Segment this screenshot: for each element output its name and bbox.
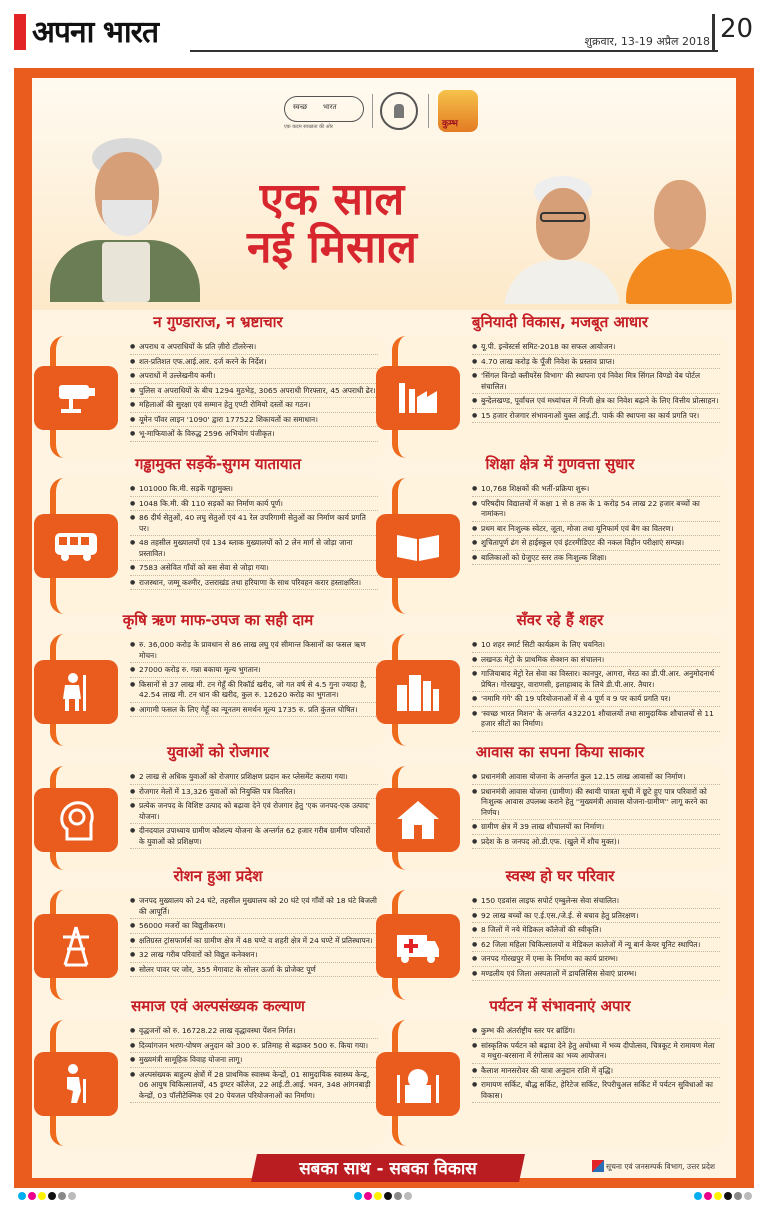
section-panel [50, 634, 386, 746]
up-government-emblem [380, 92, 418, 130]
list-item: ● क्षतिग्रस्त ट्रांसफार्मर्स का ग्रामीण क्षेत्र में 48 घण्टे व शहरी क्षेत्र में 24 घण्टे में प्रतिस्थापन। [130, 936, 378, 949]
section-bullet-list [130, 1026, 378, 1105]
section-block [392, 742, 728, 870]
section-panel [392, 634, 728, 746]
section-title: रोशन हुआ प्रदेश [173, 867, 263, 885]
list-item: ● यूमेन पॉवर लाइन '1090' द्वारा 177522 शिकायतों का समाधान। [130, 415, 378, 428]
department-logo-icon [592, 1160, 604, 1172]
headline-line-1: एक साल [259, 174, 405, 225]
section-title: शिक्षा क्षेत्र में गुणवत्ता सुधार [485, 455, 635, 473]
list-item: ● 101000 कि.मी. सड़कें गड्ढामुक्त। [130, 484, 378, 497]
power-tower-icon [34, 914, 118, 978]
section-bullet-list [472, 772, 720, 851]
slogan-text: सबका साथ - सबका विकास [299, 1159, 477, 1179]
section-title: बुनियादी विकास, मजबूत आधार [471, 313, 649, 331]
section-panel [50, 478, 386, 614]
section-block [50, 996, 386, 1146]
list-item: ● प्रथम बार निःशुल्क स्वेटर, जूता, मोजा तथा यूनिफार्म एवं बैग का वितरण। [472, 524, 720, 537]
section-panel [50, 766, 386, 870]
list-item: ● सोलर पावर पर जोर, 355 मेगावाट के सोलर ऊर्जा के प्रोजेक्ट पूर्ण [130, 965, 378, 978]
section-title: युवाओं को रोजगार [167, 743, 269, 761]
list-item: ● 15 हजार रोजगार संभावनाओं युक्त आई.टी. पार्क की स्थापना का कार्य प्रगति पर। [472, 411, 720, 424]
section-bullet-list [472, 342, 720, 425]
list-item: ● 56000 मजरों का विद्युतीकरण। [130, 921, 378, 934]
section-title: न गुण्डाराज, न भ्रष्टाचार [153, 313, 283, 331]
swachh-logo-word-left: स्वच्छ [293, 103, 308, 111]
factory-icon [376, 366, 460, 430]
section-title: पर्यटन में संभावनाएं अपार [489, 997, 631, 1015]
color-registration-marks [694, 1192, 752, 1200]
list-item: ● मण्डलीय एवं जिला अस्पतालों में डायलिसिस सेवाएं प्रारम्भ। [472, 969, 720, 982]
list-item: ● रामायण सर्किट, बौद्ध सर्किट, हेरिटेज सर्किट, रिपरीचुअल सर्किट में पर्यटन सुविधाओं का विकास। [472, 1080, 720, 1103]
list-item: ● 7583 असेवित गाँवों को बस सेवा से जोड़ा गया। [130, 563, 378, 576]
section-title: सँवर रहे हैं शहर [516, 611, 604, 629]
list-item: ● 'सिंगल विन्डो क्लीयरेंस विभाग' की स्थापना एवं निवेश मित्र सिंगल विण्डो वेब पोर्टल संचालित। [472, 371, 720, 394]
section-block [50, 312, 386, 458]
list-item: ● पुलिस व अपराधियों के बीच 1294 मुठभेड़, 3065 अपराधी गिरफ्तार, 45 अपराधी ढेर। [130, 386, 378, 399]
swachh-logo-caption: एक कदम स्वच्छता की ओर [284, 124, 333, 130]
list-item: ● प्रत्येक जनपद के विशिष्ट उत्पाद को बढ़ावा देने एवं रोजगार हेतु 'एक जनपद-एक उत्पाद' योजना। [130, 801, 378, 824]
list-item: ● प्रधानमंत्री आवास योजना (ग्रामीण) की स्थायी पात्रता सूची में छूटे हुए पात्र परिवारों को निःशुल्क आवास उपलब्ध कराने हेतु ''मुख्यमंत्री आवास योजना-ग्रामीण'' लागू करने का निर्णय। [472, 787, 720, 821]
masthead [0, 0, 768, 58]
portrait-prime-minister [40, 130, 210, 302]
portrait-chief-minister [624, 164, 734, 304]
list-item: ● दीनदयाल उपाध्याय ग्रामीण कौशल्य योजना के अन्तर्गत 62 हजार गरीब ग्रामीण परिवारों के युवाओं को प्रशिक्षण। [130, 826, 378, 849]
section-bullet-list [130, 772, 378, 851]
list-item: ● 62 जिला महिला चिकित्सालयों व मेडिकल कालेजों में न्यू बार्न केयर यूनिट स्थापित। [472, 940, 720, 953]
section-panel [392, 336, 728, 458]
swachh-logo-word-right: भारत [323, 103, 337, 111]
list-item: ● राजस्थान, जम्मू कश्मीर, उत्तराखंड तथा हरियाणा के साथ परिवहन करार हस्ताक्षरित। [130, 578, 378, 591]
section-block [50, 742, 386, 870]
portrait-governor [500, 170, 624, 304]
taj-mahal-icon [376, 1052, 460, 1116]
section-title: गड्ढामुक्त सड़कें-सुगम यातायात [134, 455, 302, 473]
list-item: ● 10,768 शिक्षकों की भर्ती-प्रक्रिया शुरू। [472, 484, 720, 497]
advertisement-poster [14, 68, 754, 1188]
poster-content [32, 78, 736, 1178]
list-item: ● भू-माफियाओं के विरुद्ध 2596 अभियोग पंजीकृत। [130, 429, 378, 442]
list-item: ● लखनऊ मेट्रो के प्राथमिक सेक्शन का संचालन। [472, 655, 720, 668]
headline-line-2: नई मिसाल [246, 222, 418, 273]
list-item: ● 150 एडवांस लाइफ सपोर्ट एम्बुलेन्स सेवा संचालित। [472, 896, 720, 909]
section-title: स्वस्थ हो घर परिवार [505, 867, 615, 885]
list-item: ● किसानों से 37 लाख मी. टन गेहूँ की रिकॉर्ड खरीद, जो गत वर्ष से 4.5 गुना ज्यादा है, 42.54 लाख मी. टन धान की खरीद, कुल रु. 12620 करोड़ का भुगतान। [130, 680, 378, 703]
list-item: ● 48 तहसील मुख्यालयों एवं 134 ब्लाक मुख्यालयों को 2 लेन मार्ग से जोड़ा जाना प्रस्तावित। [130, 538, 378, 561]
masthead-rule [190, 50, 718, 52]
list-item: ● यू.पी. इन्वेस्टर्स समिट-2018 का सफल आयोजन। [472, 342, 720, 355]
list-item: ● ग्रामीण क्षेत्र में 39 लाख शौचालयों का निर्माण। [472, 822, 720, 835]
list-item: ● 1048 कि.मी. की 110 सड़कों का निर्माण कार्य पूर्ण। [130, 499, 378, 512]
list-item: ● आगामी फसल के लिए गेहूँ का न्यूनतम समर्थन मूल्य 1735 रु. प्रति कुंतल घोषित। [130, 705, 378, 718]
list-item: ● 4.70 लाख करोड़ के पूँजी निवेश के प्रस्ताव प्राप्त। [472, 357, 720, 370]
page-number: 20 [720, 14, 754, 44]
open-book-icon [376, 514, 460, 578]
color-registration-marks [18, 1192, 76, 1200]
section-bullet-list [130, 484, 378, 592]
list-item: ● कुम्भ की अंतर्राष्ट्रीय स्तर पर ब्रांडिंग। [472, 1026, 720, 1039]
list-item: ● महिलाओं की सुरक्षा एवं सम्मान हेतु एण्टी रोमियो दस्तों का गठन। [130, 400, 378, 413]
list-item: ● दिव्यांगजन भरण-पोषण अनुदान को 300 रु. प्रतिमाह से बढ़ाकर 500 रु. किया गया। [130, 1041, 378, 1054]
head-gears-icon [34, 788, 118, 852]
section-panel [50, 890, 386, 1000]
house-icon [376, 788, 460, 852]
elderly-person-icon [34, 1052, 118, 1116]
section-block [392, 312, 728, 458]
farmer-icon [34, 660, 118, 724]
issue-date: शुक्रवार, 13-19 अप्रैल 2018 [584, 35, 710, 48]
section-title: कृषि ऋण माफ-उपज का सही दाम [122, 611, 314, 629]
section-block [392, 454, 728, 614]
list-item: ● अपराध व अपराधियों के प्रति ज़ीरो टॉलरेन्स। [130, 342, 378, 355]
bus-icon [34, 514, 118, 578]
ambulance-icon [376, 914, 460, 978]
city-icon [376, 660, 460, 724]
newspaper-name: अपना भारत [32, 15, 159, 50]
list-item: ● 'स्वच्छ भारत मिशन' के अन्तर्गत 432201 शौचालयों तथा सामुदायिक शौचालयों से 11 हजार सीटों का निर्माण। [472, 709, 720, 732]
section-title: आवास का सपना किया साकार [475, 743, 645, 761]
section-bullet-list [472, 1026, 720, 1105]
poster-headline [212, 176, 452, 272]
list-item: ● 27000 करोड़ रु. गन्ना बकाया मूल्य भुगतान। [130, 665, 378, 678]
list-item: ● शत-प्रतिशत एफ.आई.आर. दर्ज करने के निर्देश। [130, 357, 378, 370]
list-item: ● सांस्कृतिक पर्यटन को बढ़ावा देने हेतु अयोध्या में भव्य दीपोत्सव, चित्रकूट मे रामायण मेला व मथुरा-बरसाना में रंगोत्सव का भव्य आयोजन। [472, 1041, 720, 1064]
logo-strip [284, 90, 494, 134]
section-block [392, 610, 728, 746]
section-panel [50, 336, 386, 458]
list-item: ● शुचितापूर्ण ढंग से हाईस्कूल एवं इंटरमीडिएट की नकल विहीन परीक्षाएं सम्पन्न। [472, 538, 720, 551]
section-bullet-list [130, 640, 378, 719]
section-bullet-list [472, 640, 720, 734]
list-item: ● रु. 36,000 करोड़ के प्रावधान से 86 लाख लघु एवं सीमान्त किसानों का फसल ऋण मोचन। [130, 640, 378, 663]
section-block [50, 866, 386, 1000]
list-item: ● परिषदीय विद्यालयों में कक्षा 1 से 8 तक के 1 करोड़ 54 लाख 22 हजार बच्चों का नामांकन। [472, 499, 720, 522]
list-item: ● जनपद गोरखपुर में एम्स के निर्माण का कार्य प्रारम्भ। [472, 954, 720, 967]
list-item: ● बालिकाओं को ग्रेजुएट स्तर तक निःशुल्क शिक्षा। [472, 553, 720, 566]
cctv-camera-icon [34, 366, 118, 430]
list-item: ● 2 लाख से अधिक युवाओं को रोजगार प्रशिक्षण प्रदान कर प्लेसमेंट कराया गया। [130, 772, 378, 785]
list-item: ● बुन्देलखण्ड, पूर्वांचल एवं मध्यांचल में निजी क्षेत्र का निवेश बढ़ाने के लिए वित्तीय प्रोत्साहन। [472, 396, 720, 409]
list-item: ● गाजियाबाद मेट्रो रेल सेवा का विस्तार। कानपुर, आगरा, मेरठ का डी.पी.आर. अनुमोदनार्थ प्रेषित। गोरखपुर, वाराणसी, इलाहाबाद के लिये डी.पी.आर. तैयार। [472, 669, 720, 692]
section-panel [392, 890, 728, 1000]
section-block [50, 454, 386, 614]
section-bullet-list [130, 896, 378, 979]
logo-divider [428, 94, 429, 128]
color-registration-marks [354, 1192, 412, 1200]
list-item: ● अल्पसंख्यक बाहुल्य क्षेत्रों में 28 प्राथमिक स्वास्थ्य केन्द्रों, 01 सामुदायिक स्वास्थ्य केन्द्र, 06 आयुष चिकित्सालयों, 45 इण्टर कॉलेज, 22 आई.टी.आई. भवन, 348 आंगनबाड़ी केन्द्रों, 03 पॉलीटेक्निक एवं 20 पेयजल परियोजनाओं का निर्माण। [130, 1070, 378, 1104]
list-item: ● प्रधानमंत्री आवास योजना के अन्तर्गत कुल 12.15 लाख आवासों का निर्माण। [472, 772, 720, 785]
logo-divider [372, 94, 373, 128]
section-panel [392, 478, 728, 614]
list-item: ● जनपद मुख्यालय को 24 घंटे, तहसील मुख्यालय को 20 घंटे एवं गाँवों को 18 घंटे बिजली की आपूर्ति। [130, 896, 378, 919]
list-item: ● प्रदेश के 8 जनपद ओ.डी.एफ. (खुले में शौच मुक्त)। [472, 837, 720, 850]
department-credit: सूचना एवं जनसम्पर्क विभाग, उत्तर प्रदेश [606, 1162, 716, 1171]
swachh-bharat-logo [284, 96, 364, 122]
list-item: ● मुख्यमंत्री सामूहिक विवाह योजना लागू। [130, 1055, 378, 1068]
section-bullet-list [472, 484, 720, 567]
page-number-divider [712, 14, 715, 52]
list-item: ● रोजगार मेलों में 13,326 युवाओं को नियुक्ति पत्र वितरित। [130, 787, 378, 800]
section-block [50, 610, 386, 746]
section-panel [392, 766, 728, 870]
section-bullet-list [130, 342, 378, 444]
list-item: ● 10 शहर स्मार्ट सिटी कार्यक्रम के लिए चयनित। [472, 640, 720, 653]
section-title: समाज एवं अल्पसंख्यक कल्याण [131, 997, 305, 1015]
kumbh-logo [438, 90, 478, 132]
list-item: ● 32 लाख गरीब परिवारों को विद्युत कनेक्शन। [130, 950, 378, 963]
section-block [392, 996, 728, 1146]
masthead-red-bar [14, 14, 26, 50]
list-item: ● अपराधों में उल्लेखनीय कमी। [130, 371, 378, 384]
list-item: ● 86 दीर्घ सेतुओं, 40 लघु सेतुओं एवं 41 रेल उपरिगामी सेतुओं का निर्माण कार्य प्रगति पर। [130, 513, 378, 536]
section-panel [50, 1020, 386, 1146]
section-bullet-list [472, 896, 720, 983]
section-panel [392, 1020, 728, 1146]
list-item: ● कैलाश मानसरोवर की यात्रा अनुदान राशि में वृद्धि। [472, 1066, 720, 1079]
kumbh-logo-text: कुम्भ [442, 119, 458, 129]
section-block [392, 866, 728, 1000]
list-item: ● 92 लाख बच्चों का ए.ई.एस./जे.ई. से बचाव हेतु प्रतिरक्षण। [472, 911, 720, 924]
list-item: ● वृद्धजनों को रु. 16728.22 लाख वृद्धावस्था पेंशन निर्गत। [130, 1026, 378, 1039]
list-item: ● 8 जिलों में नये मेडिकल कॉलेजों की स्वीकृति। [472, 925, 720, 938]
list-item: ● 'नमामि गंगे' की 19 परियोजनाओं में से 4 पूर्ण व 9 पर कार्य प्रगति पर। [472, 694, 720, 707]
